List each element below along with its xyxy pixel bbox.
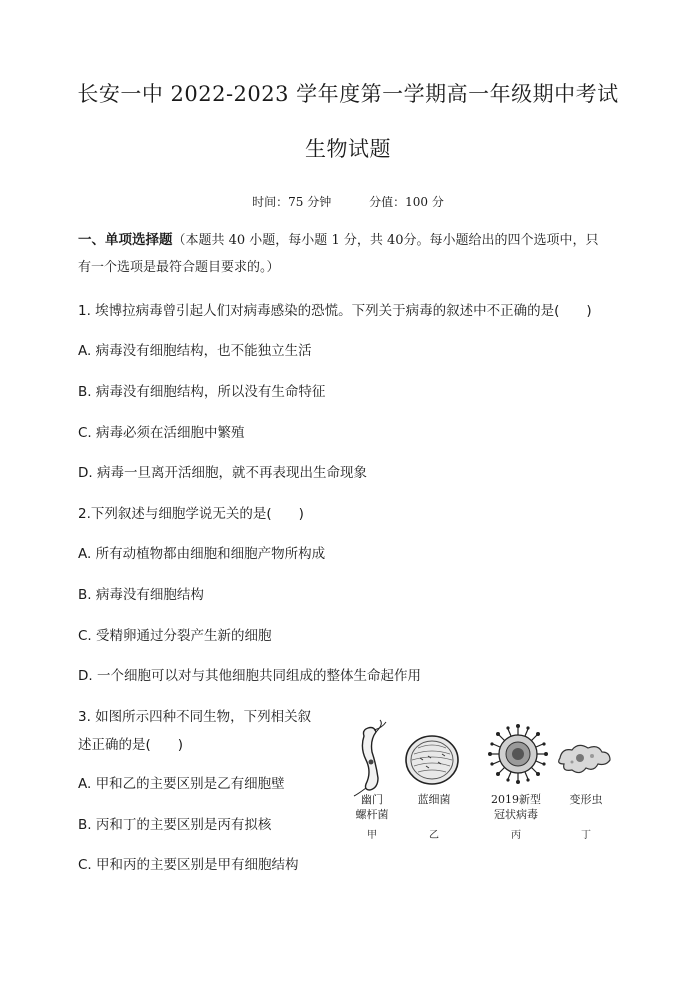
coronavirus-image xyxy=(488,724,548,784)
organisms-illustration xyxy=(348,718,638,798)
caption-amoeba: 变形虫 xyxy=(569,793,603,806)
helicobacter-image xyxy=(354,720,386,796)
question-1-option-b: B. 病毒没有细胞结构，所以没有生命特征 xyxy=(78,384,326,400)
exam-score: 分值：100 分 xyxy=(369,195,444,209)
question-3-stem-line1: 3. 如图所示四种不同生物，下列相关叙 xyxy=(78,709,312,725)
organisms-figure xyxy=(348,718,638,843)
caption-helicobacter xyxy=(337,792,407,822)
exam-subtitle: 生物试题 xyxy=(305,137,391,161)
label-yi: 乙 xyxy=(429,830,439,841)
cyanobacteria-image xyxy=(406,736,458,784)
question-2-option-c: C. 受精卵通过分裂产生新的细胞 xyxy=(78,628,272,644)
caption-coronavirus-line2: 冠状病毒 xyxy=(494,808,538,821)
question-3-option-c: C. 甲和丙的主要区别是甲有细胞结构 xyxy=(78,857,299,873)
amoeba-image xyxy=(559,745,610,772)
label-bing: 丙 xyxy=(511,830,521,841)
caption-coronavirus-line1: 2019新型 xyxy=(491,793,541,806)
caption-helicobacter-line1: 幽门 xyxy=(361,793,383,806)
question-3-stem-line2: 述正确的是( ) xyxy=(78,737,184,753)
section-instructions-line2: 有一个选项是最符合题目要求的。） xyxy=(78,260,280,275)
question-2-option-b: B. 病毒没有细胞结构 xyxy=(78,587,204,603)
caption-cyanobacteria: 蓝细菌 xyxy=(417,793,451,806)
exam-time: 时间：75 分钟 xyxy=(252,195,332,209)
question-1-option-c: C. 病毒必须在活细胞中繁殖 xyxy=(78,425,245,441)
label-jia: 甲 xyxy=(367,830,377,841)
question-2-option-a: A. 所有动植物都由细胞和细胞产物所构成 xyxy=(78,546,326,562)
question-1-option-a: A. 病毒没有细胞结构，也不能独立生活 xyxy=(78,343,312,359)
question-3-option-b: B. 丙和丁的主要区别是丙有拟核 xyxy=(78,817,272,833)
section-instructions xyxy=(78,227,599,254)
caption-helicobacter-line2: 螺杆菌 xyxy=(355,808,389,821)
exam-meta xyxy=(0,193,696,210)
question-2-stem: 2.下列叙述与细胞学说无关的是( ) xyxy=(78,506,304,522)
section-instructions-line1: （本题共 40 小题，每小题 1 分，共 40分。每小题给出的四个选项中，只 xyxy=(172,233,599,248)
section-heading: 一、单项选择题 xyxy=(78,232,173,248)
label-ding: 丁 xyxy=(581,830,591,841)
exam-title: 长安一中 2022-2023 学年度第一学期高一年级期中考试 xyxy=(77,82,619,106)
question-3-option-a: A. 甲和乙的主要区别是乙有细胞壁 xyxy=(78,776,285,792)
question-2-option-d: D. 一个细胞可以对与其他细胞共同组成的整体生命起作用 xyxy=(78,668,421,684)
question-1-option-d: D. 病毒一旦离开活细胞，就不再表现出生命现象 xyxy=(78,465,367,481)
caption-coronavirus xyxy=(481,792,551,822)
question-1-stem: 1. 埃博拉病毒曾引起人们对病毒感染的恐慌。下列关于病毒的叙述中不正确的是( ) xyxy=(78,303,592,319)
